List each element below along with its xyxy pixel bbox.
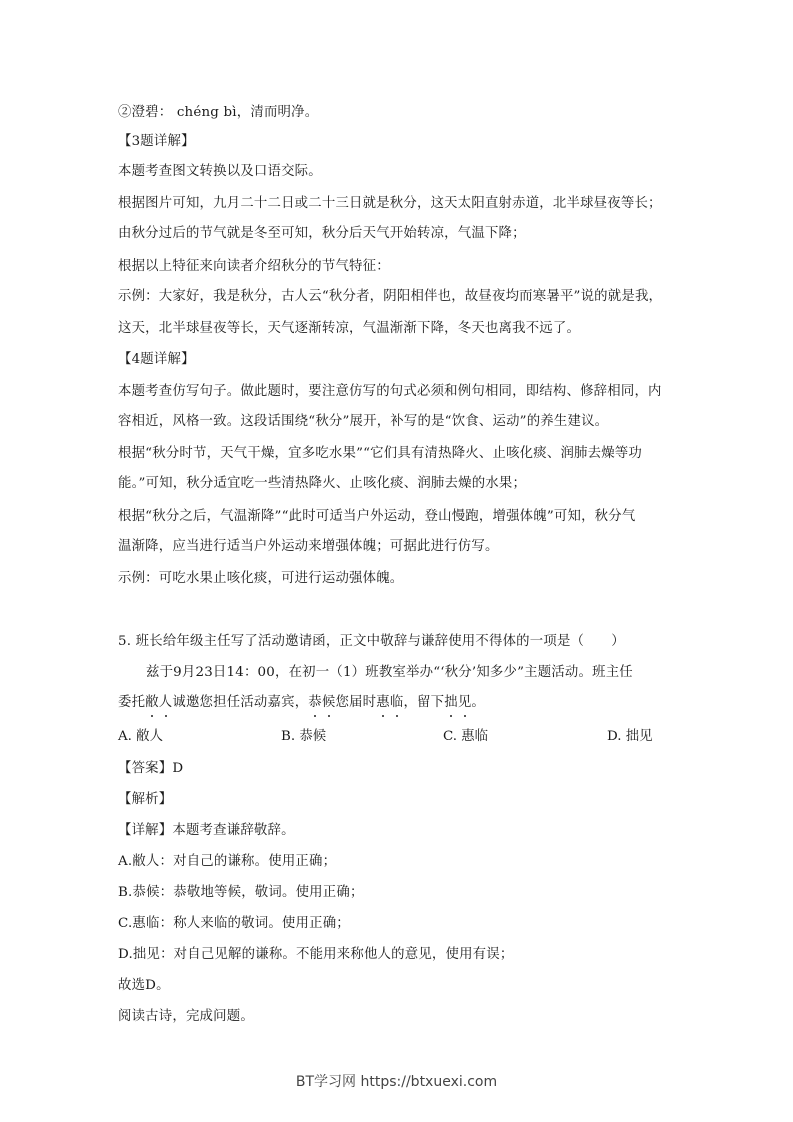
answer: 【答案】D [118, 761, 184, 776]
paragraph: 能。”可知，秋分适宜吃一些清热降火、止咳化痰、润肺去燥的水果； [118, 476, 527, 491]
conclusion: 故选D。 [118, 978, 170, 993]
emphasized-char: 拙 [444, 695, 458, 710]
section-heading-q3: 【3题详解】 [118, 134, 195, 149]
paragraph: 根据图片可知，九月二十二日或二十三日就是秋分，这天太阳直射赤道，北半球昼夜等长； [118, 196, 662, 211]
option-c: C. 惠临 [443, 729, 489, 744]
paragraph: 容相近，风格一致。这段话围绕“秋分”展开，补写的是“饮食、运动”的养生建议。 [118, 414, 609, 429]
paragraph: 由秋分过后的节气就是冬至可知，秋分后天气开始转凉，气温下降； [118, 226, 526, 241]
explanation-b: B.恭候：恭敬地等候，敬词。使用正确； [118, 885, 364, 900]
next-section-intro: 阅读古诗，完成问题。 [118, 1009, 254, 1024]
paragraph: 这天，北半球昼夜等长，天气逐渐转凉，气温渐渐下降，冬天也离我不远了。 [118, 321, 581, 336]
option-a: A. 敝人 [118, 729, 163, 744]
analysis-heading: 【解析】 [118, 792, 173, 807]
vocab-note: ②澄碧： chéng bì，清而明净。 [118, 105, 319, 120]
emphasized-char: 候 [321, 695, 336, 710]
question-stem: 5. 班长给年级主任写了活动邀请函，正文中敬辞与谦辞使用不得体的一项是（ ） [118, 634, 625, 649]
passage-text: 。 [471, 695, 485, 710]
emphasized-char: 临 [389, 695, 404, 710]
passage-text: 您届时 [335, 695, 377, 710]
passage-text: 诚邀您担任活动嘉宾， [172, 695, 309, 710]
paragraph: 根据以上特征来向读者介绍秋分的节气特征： [118, 259, 390, 274]
question-passage: 兹于9月23日14：00，在初一（1）班教室举办“‘秋分’知多少”主题活动。班主任 [146, 665, 633, 680]
paragraph: 根据“秋分时节，天气干燥，宜多吃水果”“它们具有清热降火、止咳化痰、润肺去燥等功 [118, 446, 642, 461]
emphasized-char: 敝 [145, 695, 159, 710]
footer-watermark: BT学习网 https://btxuexi.com [295, 1074, 498, 1090]
explanation-d: D.拙见：对自己见解的谦称。不能用来称他人的意见，使用有误； [118, 947, 514, 962]
paragraph: 示例：大家好，我是秋分，古人云“秋分者，阴阳相伴也，故昼夜均而寒暑平”说的就是我， [118, 289, 663, 304]
paragraph: 本题考查仿写句子。做此题时，要注意仿写的句式必须和例句相同，即结构、修辞相同，内 [118, 384, 662, 399]
emphasized-term [444, 695, 471, 710]
option-b: B. 恭候 [281, 729, 327, 744]
question-passage [118, 694, 485, 712]
emphasized-char: 见 [457, 695, 472, 710]
paragraph: 示例：可吃水果止咳化痰，可进行运动强体魄。 [118, 571, 404, 586]
emphasized-char: 恭 [308, 695, 322, 710]
option-d: D. 拙见 [607, 729, 653, 744]
emphasized-term [376, 695, 403, 710]
passage-text: 委托 [118, 695, 146, 710]
emphasized-char: 惠 [376, 695, 390, 710]
detail-heading: 【详解】本题考查谦辞敬辞。 [118, 823, 295, 838]
section-heading-q4: 【4题详解】 [118, 352, 195, 367]
paragraph: 根据“秋分之后，气温渐降”“此时可适当户外运动，登山慢跑，增强体魄”可知，秋分气 [118, 509, 636, 524]
emphasized-char: 人 [158, 695, 173, 710]
passage-text: ，留下 [403, 695, 445, 710]
explanation-a: A.敝人：对自己的谦称。使用正确； [118, 854, 337, 869]
paragraph: 本题考查图文转换以及口语交际。 [118, 164, 322, 179]
emphasized-term [308, 695, 335, 710]
explanation-c: C.惠临：称人来临的敬词。使用正确； [118, 916, 350, 931]
emphasized-term [145, 695, 172, 710]
paragraph: 温渐降，应当进行适当户外运动来增强体魄；可据此进行仿写。 [118, 539, 499, 554]
